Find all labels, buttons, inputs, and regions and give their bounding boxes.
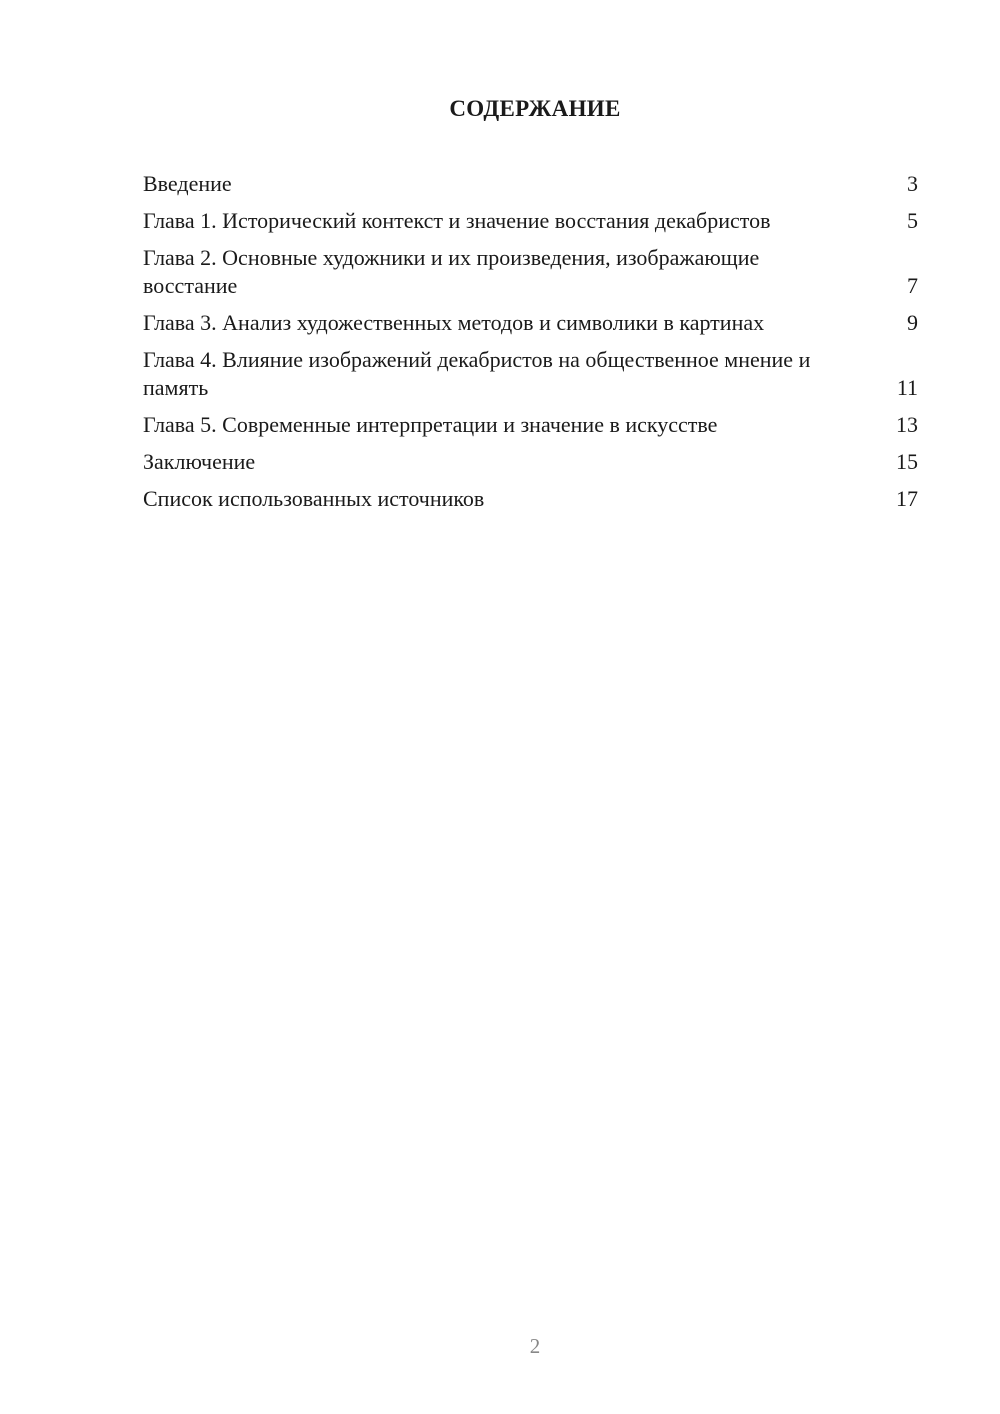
toc-entry-page: 3: [907, 171, 918, 196]
toc-entry-page: 11: [896, 375, 918, 400]
toc-entry-page: 7: [907, 273, 918, 298]
toc-entry-label: Список использованных источников: [143, 486, 485, 511]
toc-entry-page: 13: [896, 412, 918, 437]
toc-entry-chapter-4: [143, 346, 918, 402]
toc-entry-label: Глава 1. Исторический контекст и значение восстания декабристов: [143, 208, 771, 233]
page-number: 2: [529, 1334, 541, 1358]
toc-entry-label: Глава 5. Современные интерпретации и значение в искусстве: [143, 412, 718, 437]
toc-entry-label: Глава 2. Основные художники и их произведения, изображающие восстание: [143, 245, 760, 298]
toc-entry-references: [143, 485, 918, 513]
toc-entry-intro: [143, 170, 918, 198]
toc-entry-chapter-5: [143, 411, 918, 439]
toc-entry-conclusion: [143, 448, 918, 476]
toc-entry-chapter-3: [143, 309, 918, 337]
toc-entry-chapter-2: [143, 244, 918, 300]
toc-entry-label: Глава 4. Влияние изображений декабристов на общественное мнение и память: [143, 347, 811, 400]
toc-entry-page: 9: [907, 310, 918, 335]
toc-entry-label: Глава 3. Анализ художественных методов и символики в картинах: [143, 310, 765, 335]
table-of-contents: [143, 170, 918, 522]
toc-entry-label: Заключение: [143, 449, 256, 474]
toc-entry-chapter-1: [143, 207, 918, 235]
toc-entry-label: Введение: [143, 171, 232, 196]
toc-entry-page: 15: [896, 449, 918, 474]
page-title: СОДЕРЖАНИЕ: [449, 96, 621, 121]
toc-entry-page: 5: [907, 208, 918, 233]
toc-entry-page: 17: [896, 486, 918, 511]
